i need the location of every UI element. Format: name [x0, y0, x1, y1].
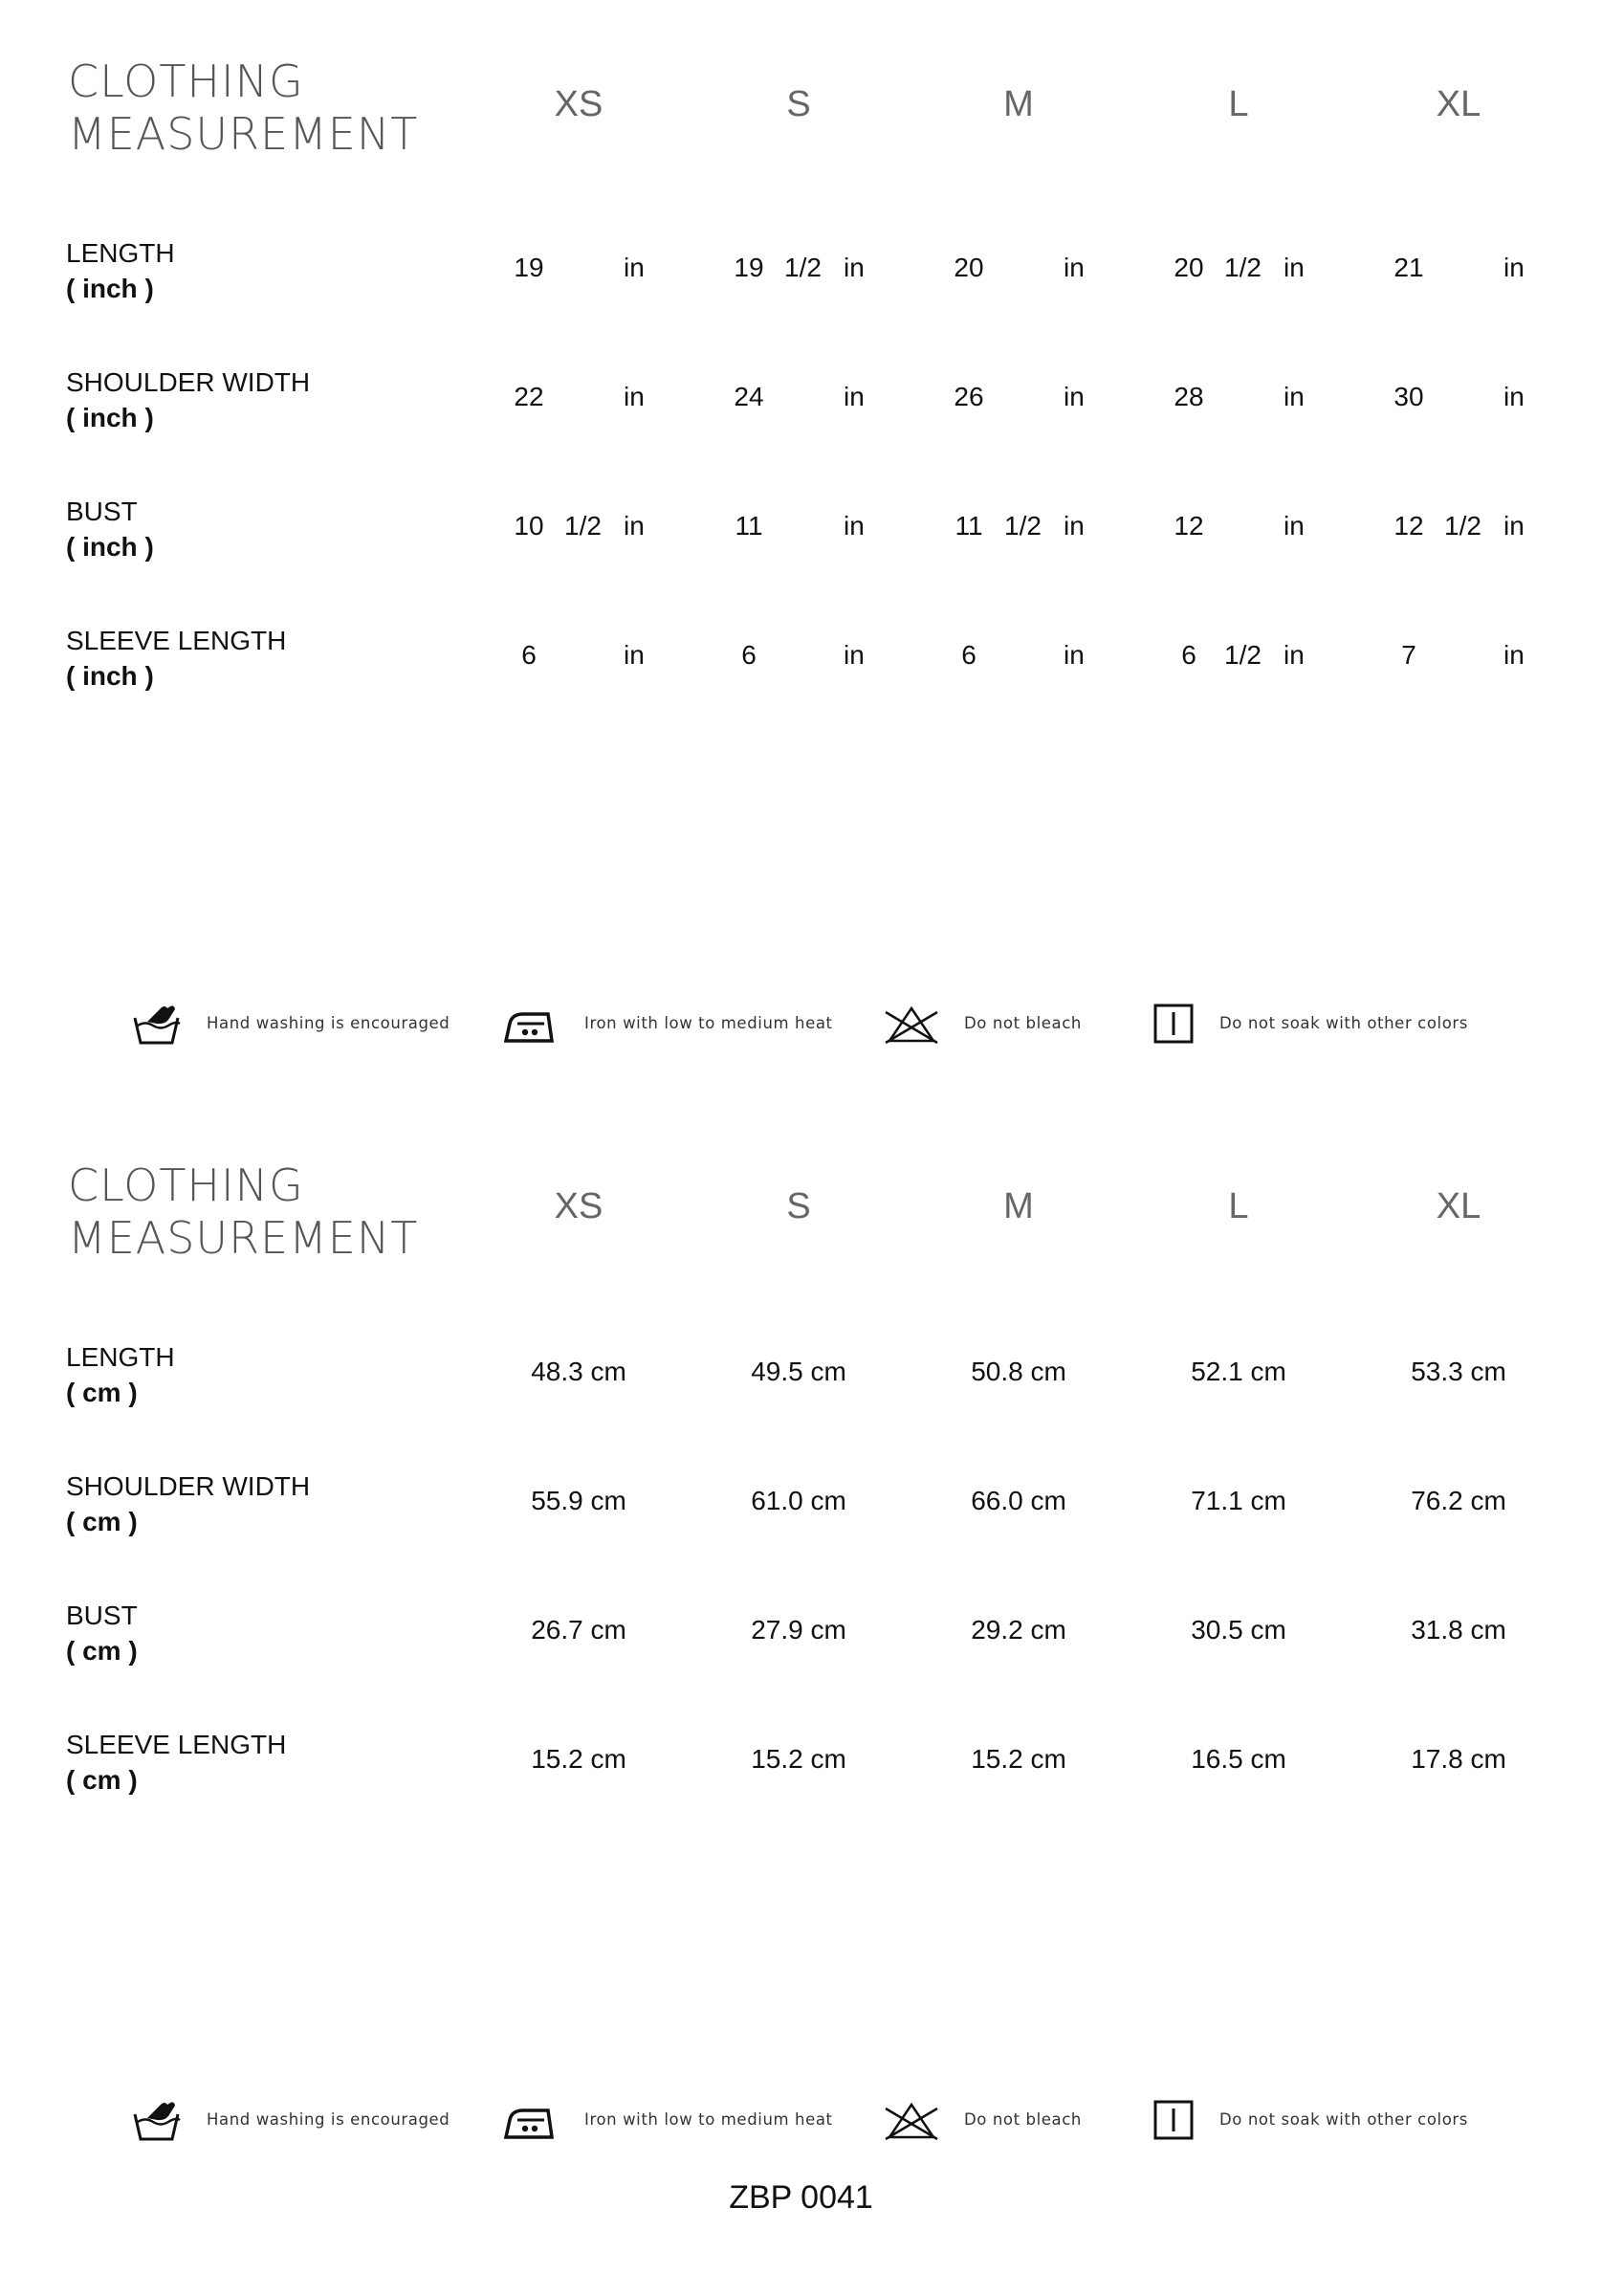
size-header-xs: XS: [554, 84, 603, 124]
measurement-cell: 66.0 cm: [971, 1486, 1066, 1515]
care-text-hand-wash: Hand washing is encouraged: [207, 2110, 450, 2129]
row-label: [66, 1727, 286, 1798]
size-header-m: M: [1003, 84, 1034, 124]
size-header-m: M: [1003, 1186, 1034, 1226]
size-header-xl: XL: [1436, 1186, 1481, 1226]
value-unit: in: [844, 640, 865, 670]
value-unit: in: [844, 253, 865, 282]
measurement-cell: 48.3 cm: [531, 1357, 626, 1386]
value-number: 10: [514, 511, 544, 541]
value-number: 21: [1394, 253, 1424, 282]
value-number: 30: [1394, 382, 1424, 411]
value-fraction: 1/2: [784, 253, 822, 282]
size-header-l: L: [1228, 1186, 1249, 1226]
measurement-cell: 49.5 cm: [751, 1357, 846, 1386]
unit-label: ( inch ): [66, 661, 154, 691]
unit-label: ( inch ): [66, 532, 154, 562]
value-number: 19: [514, 253, 544, 282]
unit-label: ( cm ): [66, 1765, 138, 1795]
no-soak-icon: [1152, 2099, 1196, 2143]
measurement-cell: 61.0 cm: [751, 1486, 846, 1515]
measure-name: BUST: [66, 1601, 138, 1630]
measurement-cell: 17.8 cm: [1411, 1744, 1506, 1774]
value-unit: in: [624, 640, 645, 670]
cm-chart-title: [68, 1159, 418, 1265]
value-unit: in: [1064, 382, 1085, 411]
unit-label: ( inch ): [66, 274, 154, 303]
hand-wash-icon: [132, 1003, 182, 1047]
title-line-2: MEASUREMENT: [68, 108, 419, 160]
measure-name: SHOULDER WIDTH: [66, 367, 311, 397]
title-line-2: MEASUREMENT: [68, 1212, 419, 1264]
unit-label: ( cm ): [66, 1378, 138, 1407]
value-fraction: 1/2: [564, 511, 602, 541]
value-unit: in: [1503, 511, 1525, 541]
measurement-cell: 50.8 cm: [971, 1357, 1066, 1386]
value-fraction: 1/2: [1224, 640, 1262, 670]
value-fraction: 1/2: [1444, 511, 1481, 541]
measurement-cell: 26.7 cm: [531, 1615, 626, 1645]
value-fraction: 1/2: [1004, 511, 1042, 541]
hand-wash-icon: [132, 2099, 182, 2143]
row-label: [66, 1468, 310, 1539]
title-line-1: CLOTHING: [68, 55, 304, 107]
value-unit: in: [844, 382, 865, 411]
value-unit: in: [624, 253, 645, 282]
value-unit: in: [1284, 640, 1305, 670]
no-bleach-icon: [882, 1003, 941, 1047]
value-number: 6: [961, 640, 977, 670]
inch-chart-title: [68, 55, 418, 161]
unit-label: ( cm ): [66, 1636, 138, 1666]
value-number: 19: [734, 253, 764, 282]
value-number: 12: [1394, 511, 1424, 541]
measurement-cell: 31.8 cm: [1411, 1615, 1506, 1645]
care-text-iron: Iron with low to medium heat: [584, 2110, 833, 2129]
measurement-cell: 15.2 cm: [751, 1744, 846, 1774]
measurement-cell: 16.5 cm: [1191, 1744, 1286, 1774]
row-label: [66, 235, 175, 306]
unit-label: ( inch ): [66, 403, 154, 432]
measurement-cell: 15.2 cm: [531, 1744, 626, 1774]
care-text-no-bleach: Do not bleach: [964, 1014, 1082, 1032]
value-number: 12: [1174, 511, 1204, 541]
care-text-no-soak: Do not soak with other colors: [1219, 1014, 1468, 1032]
measurement-cell: 27.9 cm: [751, 1615, 846, 1645]
measure-name: SLEEVE LENGTH: [66, 626, 287, 655]
value-unit: in: [1284, 382, 1305, 411]
value-fraction: 1/2: [1224, 253, 1262, 282]
measurement-cell: 76.2 cm: [1411, 1486, 1506, 1515]
size-header-s: S: [786, 1186, 811, 1226]
value-number: 6: [741, 640, 757, 670]
value-number: 20: [954, 253, 984, 282]
value-number: 22: [514, 382, 544, 411]
measurement-cell: 53.3 cm: [1411, 1357, 1506, 1386]
value-unit: in: [1503, 382, 1525, 411]
measurement-cell: 52.1 cm: [1191, 1357, 1286, 1386]
value-number: 6: [521, 640, 537, 670]
value-unit: in: [1064, 253, 1085, 282]
value-unit: in: [624, 511, 645, 541]
care-text-iron: Iron with low to medium heat: [584, 1014, 833, 1032]
value-unit: in: [1284, 511, 1305, 541]
value-number: 11: [735, 511, 763, 541]
size-header-xs: XS: [554, 1186, 603, 1226]
care-text-no-bleach: Do not bleach: [964, 2110, 1082, 2129]
measure-name: SHOULDER WIDTH: [66, 1471, 311, 1501]
value-unit: in: [1064, 511, 1085, 541]
value-number: 6: [1181, 640, 1196, 670]
value-unit: in: [624, 382, 645, 411]
value-number: 28: [1174, 382, 1204, 411]
product-code: ZBP 0041: [729, 2179, 873, 2216]
no-bleach-icon: [882, 2099, 941, 2143]
care-text-no-soak: Do not soak with other colors: [1219, 2110, 1468, 2129]
size-header-s: S: [786, 84, 811, 124]
row-label: [66, 623, 286, 694]
care-instructions-2: [0, 2091, 1602, 2149]
value-number: 26: [954, 382, 984, 411]
care-instructions-1: [0, 995, 1602, 1052]
size-header-xl: XL: [1436, 84, 1481, 124]
size-header-l: L: [1228, 84, 1249, 124]
value-number: 11: [955, 511, 983, 541]
value-unit: in: [1284, 253, 1305, 282]
measurement-cell: 29.2 cm: [971, 1615, 1066, 1645]
row-label: [66, 364, 310, 435]
unit-label: ( cm ): [66, 1507, 138, 1536]
row-label: [66, 494, 154, 564]
value-unit: in: [844, 511, 865, 541]
value-unit: in: [1503, 253, 1525, 282]
iron-icon: [502, 1003, 558, 1047]
value-number: 24: [734, 382, 764, 411]
measurement-cell: 55.9 cm: [531, 1486, 626, 1515]
iron-icon: [502, 2099, 558, 2143]
measure-name: LENGTH: [66, 238, 175, 268]
measurement-cell: 30.5 cm: [1191, 1615, 1286, 1645]
measure-name: LENGTH: [66, 1342, 175, 1372]
value-unit: in: [1064, 640, 1085, 670]
row-label: [66, 1339, 175, 1410]
no-soak-icon: [1152, 1003, 1196, 1047]
care-text-hand-wash: Hand washing is encouraged: [207, 1014, 450, 1032]
value-unit: in: [1503, 640, 1525, 670]
value-number: 20: [1174, 253, 1204, 282]
value-number: 7: [1401, 640, 1416, 670]
measure-name: BUST: [66, 497, 138, 526]
measure-name: SLEEVE LENGTH: [66, 1730, 287, 1759]
measurement-cell: 15.2 cm: [971, 1744, 1066, 1774]
row-label: [66, 1598, 138, 1668]
title-line-1: CLOTHING: [68, 1159, 304, 1211]
measurement-cell: 71.1 cm: [1191, 1486, 1286, 1515]
